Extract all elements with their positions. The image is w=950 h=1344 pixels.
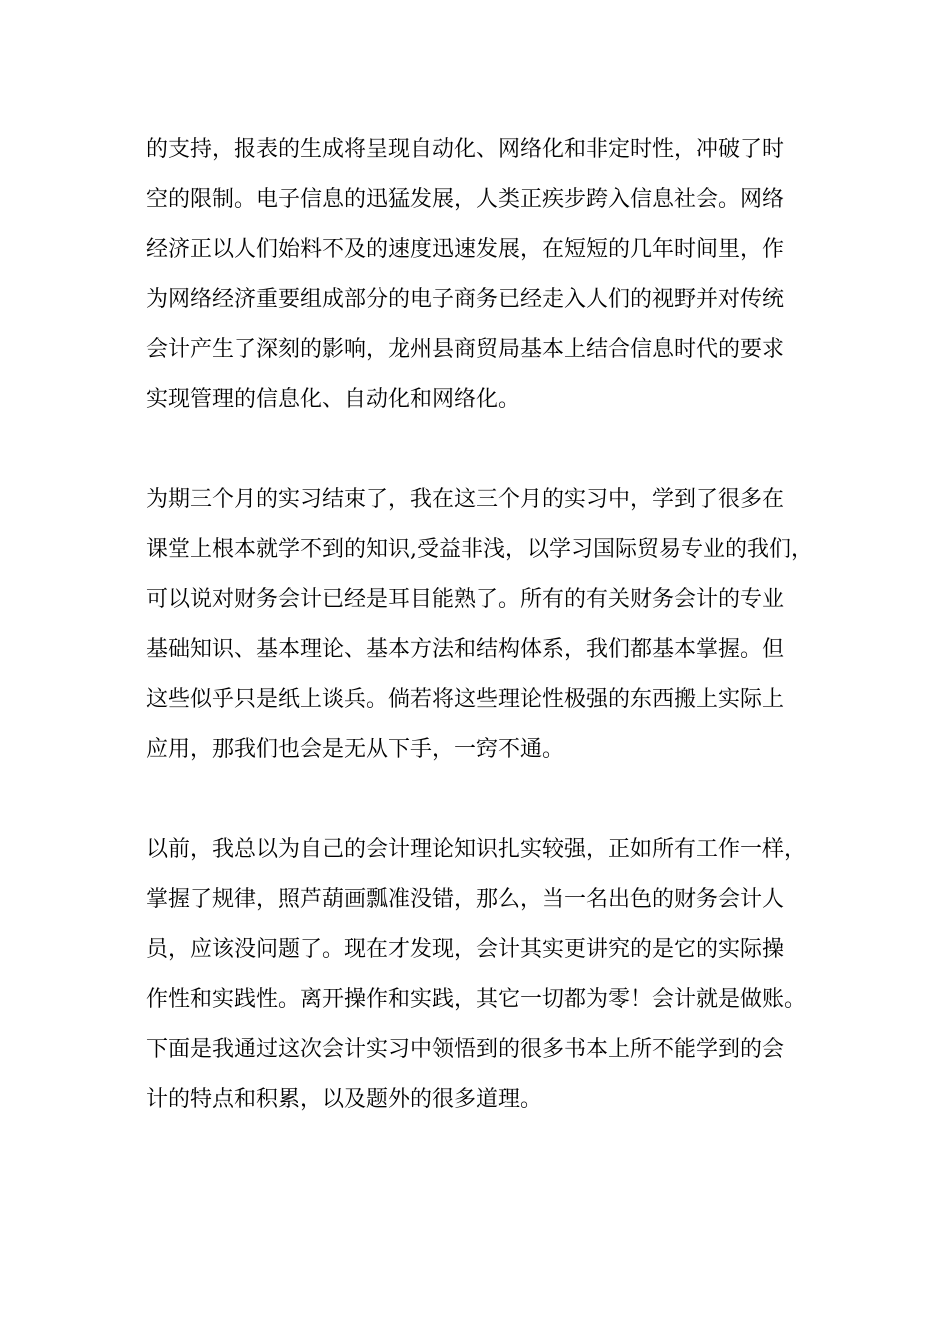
text-line: 的支持，报表的生成将呈现自动化、网络化和非定时性，冲破了时 (146, 137, 785, 162)
text-line: 实现管理的信息化、自动化和网络化。 (146, 387, 521, 412)
text-line: 课堂上根本就学不到的知识,受益非浅，以学习国际贸易专业的我们， (146, 537, 813, 562)
text-line: 作性和实践性。离开操作和实践，其它一切都为零！会计就是做账。 (146, 987, 807, 1012)
text-line: 可以说对财务会计已经是耳目能熟了。所有的有关财务会计的专业 (146, 587, 785, 612)
text-line: 下面是我通过这次会计实习中领悟到的很多书本上所不能学到的会 (146, 1037, 785, 1062)
text-line: 经济正以人们始料不及的速度迅速发展，在短短的几年时间里，作 (146, 237, 785, 262)
text-line: 以前，我总以为自己的会计理论知识扎实较强，正如所有工作一样， (146, 837, 807, 862)
text-line: 为网络经济重要组成部分的电子商务已经走入人们的视野并对传统 (146, 287, 785, 312)
text-line: 计的特点和积累，以及题外的很多道理。 (146, 1087, 543, 1112)
text-line: 基础知识、基本理论、基本方法和结构体系，我们都基本掌握。但 (146, 637, 785, 662)
text-line: 应用，那我们也会是无从下手，一窍不通。 (146, 737, 565, 762)
text-line: 掌握了规律，照芦葫画瓢准没错，那么，当一名出色的财务会计人 (146, 887, 785, 912)
text-line: 会计产生了深刻的影响，龙州县商贸局基本上结合信息时代的要求 (146, 337, 785, 362)
text-line: 空的限制。电子信息的迅猛发展，人类正疾步跨入信息社会。网络 (146, 187, 785, 212)
paragraph-3 (146, 825, 806, 1125)
text-line: 员，应该没问题了。现在才发现，会计其实更讲究的是它的实际操 (146, 937, 785, 962)
text-line: 为期三个月的实习结束了，我在这三个月的实习中，学到了很多在 (146, 487, 785, 512)
paragraph-2 (146, 475, 813, 775)
text-line: 这些似乎只是纸上谈兵。倘若将这些理论性极强的东西搬上实际上 (146, 687, 785, 712)
paragraph-1 (146, 125, 806, 425)
